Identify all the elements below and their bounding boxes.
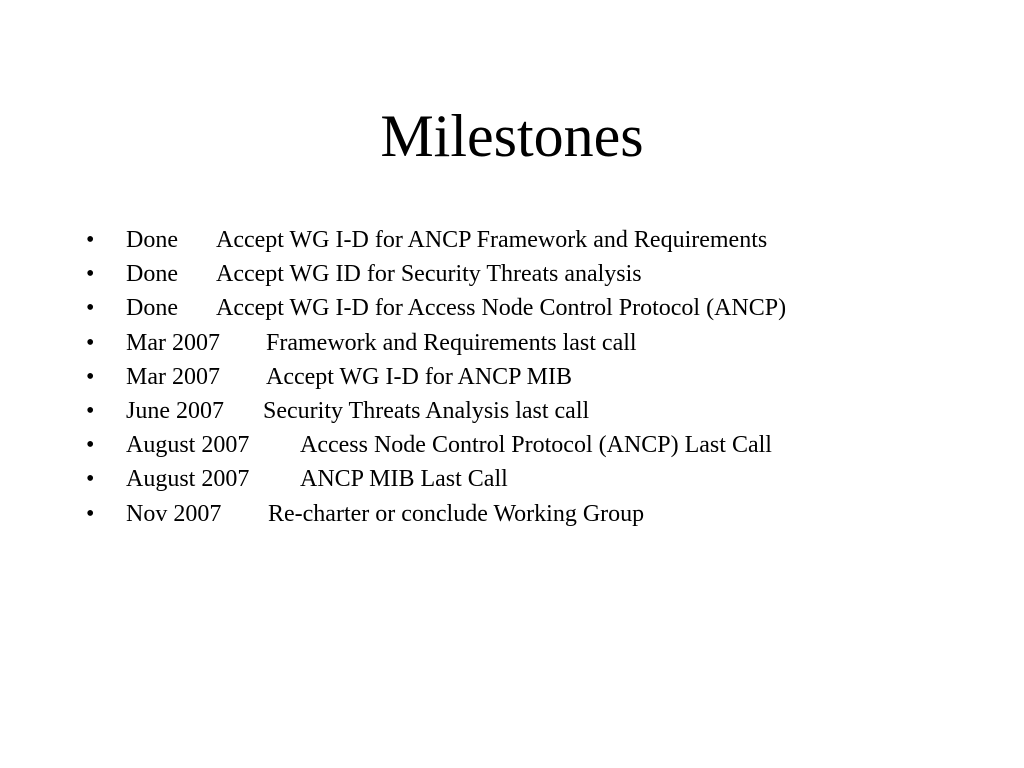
bullet-icon: • [86, 466, 95, 493]
milestone-text: ANCP MIB Last Call [300, 466, 508, 493]
bullet-icon: • [86, 363, 95, 390]
milestone-text: Accept WG I-D for Access Node Control Protocol (ANCP) [216, 295, 787, 322]
bullet-icon: • [86, 329, 95, 356]
bullet-icon: • [86, 261, 95, 288]
milestone-text: Access Node Control Protocol (ANCP) Last Call [300, 432, 772, 459]
milestone-text: Re-charter or conclude Working Group [268, 500, 645, 527]
milestone-date: Done [126, 227, 178, 253]
milestone-text: Security Threats Analysis last call [263, 397, 590, 424]
bullet-icon: • [86, 432, 95, 459]
milestone-date: Done [126, 261, 178, 288]
milestone-text: Accept WG ID for Security Threats analysis [216, 261, 642, 288]
milestone-text: Framework and Requirements last call [266, 329, 637, 356]
milestone-date: Mar 2007 [126, 363, 220, 390]
bullet-icon: • [86, 500, 95, 527]
milestone-date: August 2007 [126, 432, 250, 459]
bullet-icon: • [86, 227, 95, 253]
milestone-date: Nov 2007 [126, 500, 222, 527]
milestone-date: August 2007 [126, 466, 250, 493]
milestone-date: June 2007 [126, 397, 224, 424]
milestone-text: Accept WG I-D for ANCP Framework and Requirements [216, 227, 768, 253]
bullet-icon: • [86, 397, 95, 424]
bullet-icon: • [86, 295, 95, 322]
slide-title: Milestones [380, 103, 644, 169]
milestone-date: Mar 2007 [126, 329, 220, 356]
milestone-date: Done [126, 295, 178, 322]
milestone-text: Accept WG I-D for ANCP MIB [266, 363, 572, 390]
